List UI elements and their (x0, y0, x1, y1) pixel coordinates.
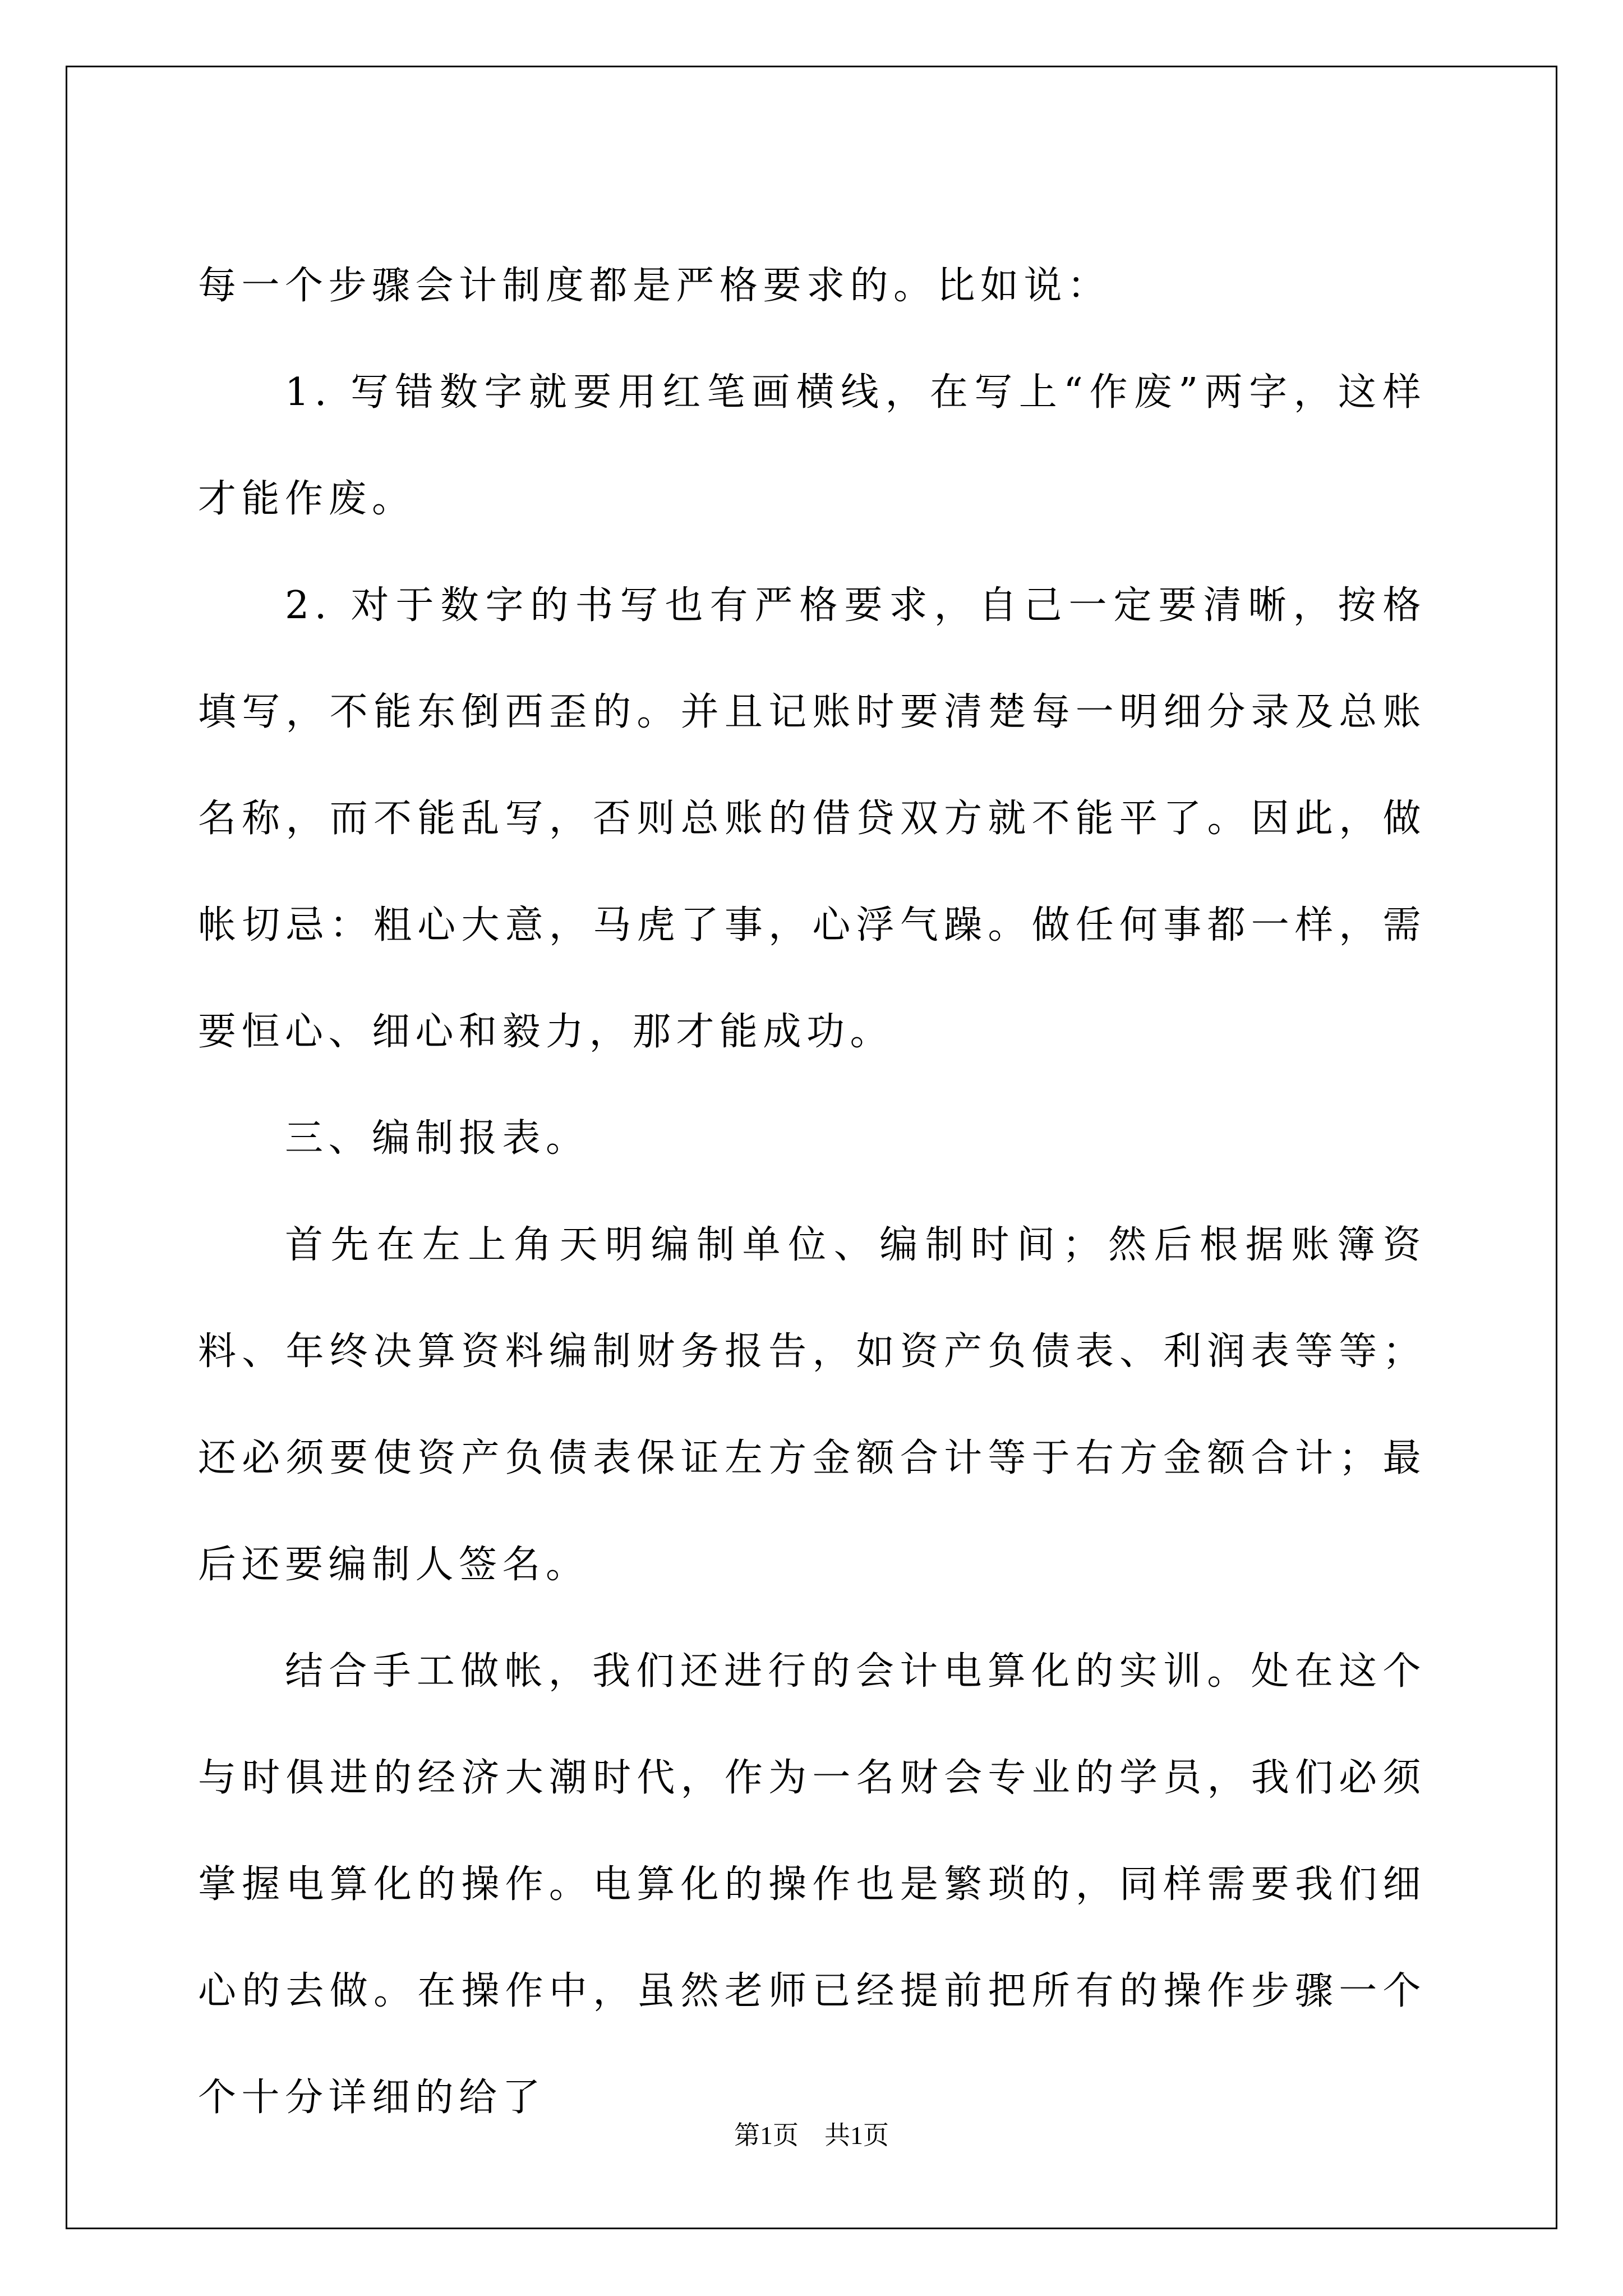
paragraph-item-1: 1. 写错数字就要用红笔画横线，在写上“作废”两字，这样才能作废。 (198, 370, 1426, 521)
paragraph-item-2: 2. 对于数字的书写也有严格要求，自己一定要清晰，按格填写，不能东倒西歪的。并且记账时要清楚每一明细分录及总账名称，而不能乱写，否则总账的借贷双方就不能平了。因此，做帐切忌：粗心大意，马虎了事，心浮气躁。做任何事都一样，需要恒心、细心和毅力，那才能成功。 (198, 583, 1426, 1054)
document-body (198, 233, 1426, 2151)
page-footer: 第1页 共1页 (734, 2121, 889, 2150)
paragraph-report-steps: 首先在左上角天明编制单位、编制时间；然后根据账簿资料、年终决算资料编制财务报告，如资产负债表、利润表等等；还必须要使资产负债表保证左方金额合计等于右方金额合计；最后还要编制人签名。 (198, 1223, 1426, 1587)
section-heading: 三、编制报表。 (285, 1116, 589, 1161)
paragraph-continuation: 每一个步骤会计制度都是严格要求的。比如说： (198, 264, 1111, 308)
paragraph-computerized-accounting: 结合手工做帐，我们还进行的会计电算化的实训。处在这个与时俱进的经济大潮时代，作为一名财会专业的学员，我们必须掌握电算化的操作。电算化的操作也是繁琐的，同样需要我们细心的去做。在操作中，虽然老师已经提前把所有的操作步骤一个个十分详细的给了 (198, 1649, 1426, 2120)
